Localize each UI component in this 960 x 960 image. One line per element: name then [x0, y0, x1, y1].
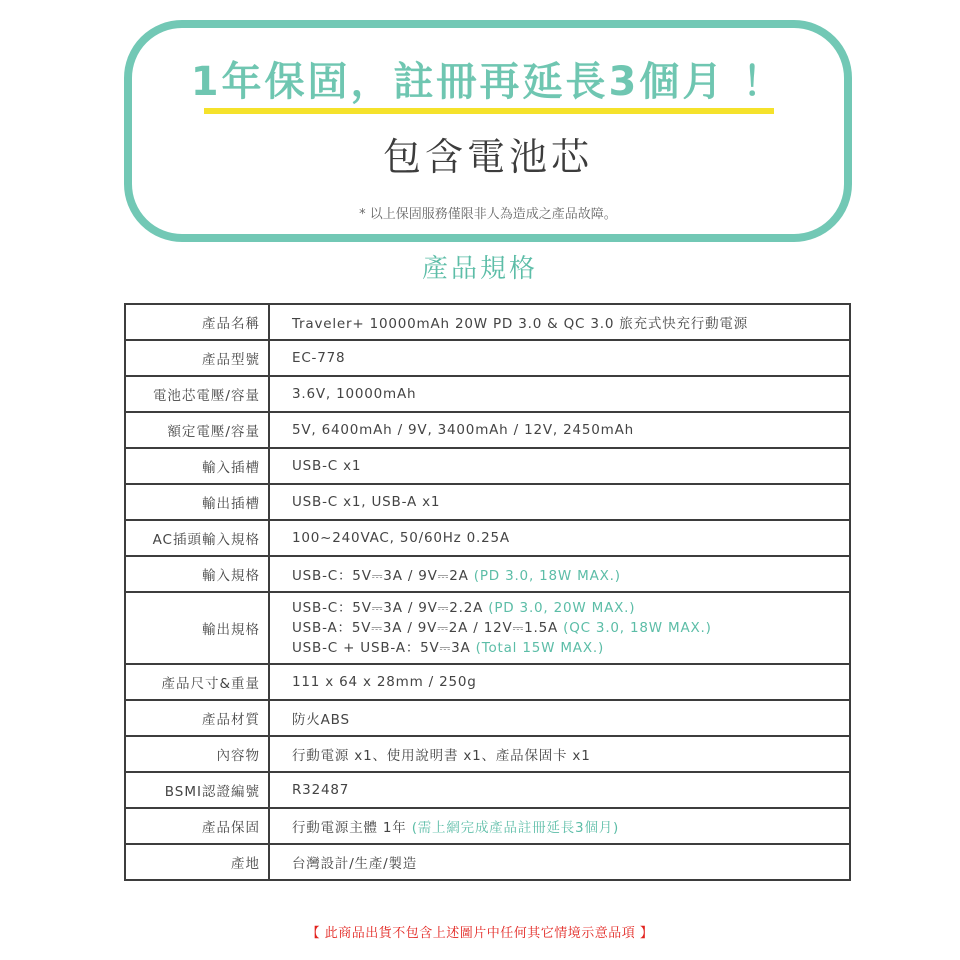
spec-row-bsmi	[125, 772, 850, 808]
spec-label: 產品保固	[125, 808, 269, 844]
spec-label: 產品材質	[125, 700, 269, 736]
output-line-3	[292, 638, 849, 658]
spec-label: 輸出規格	[125, 592, 269, 664]
spec-row-cell	[125, 376, 850, 412]
spec-label: 輸入規格	[125, 556, 269, 592]
spec-row-ac-input	[125, 520, 850, 556]
spec-value	[269, 556, 850, 592]
spec-label: 產品名稱	[125, 304, 269, 340]
spec-value-highlight: (QC 3.0, 18W MAX.)	[563, 620, 712, 636]
spec-row-size	[125, 664, 850, 700]
output-line-2	[292, 618, 849, 638]
headline-underline	[204, 108, 774, 114]
warranty-note: * 以上保固服務僅限非人為造成之產品故障。	[359, 207, 617, 222]
warranty-headline: 1年保固，註冊再延長3個月 ！	[190, 59, 786, 105]
spec-value: 5V, 6400mAh / 9V, 3400mAh / 12V, 2450mAh	[269, 412, 850, 448]
spec-value-text: USB-C：5V⎓3A / 9V⎓2.2A	[292, 600, 484, 616]
spec-row-material	[125, 700, 850, 736]
spec-table	[124, 303, 851, 881]
spec-value-text: USB-C + USB-A：5V⎓3A	[292, 640, 471, 656]
spec-row-contents	[125, 736, 850, 772]
spec-row-input-spec	[125, 556, 850, 592]
spec-value: 台灣設計/生產/製造	[269, 844, 850, 880]
spec-value: 行動電源 x1、使用說明書 x1、產品保固卡 x1	[269, 736, 850, 772]
spec-label: BSMI認證編號	[125, 772, 269, 808]
spec-label: 額定電壓/容量	[125, 412, 269, 448]
spec-label: 內容物	[125, 736, 269, 772]
spec-value: USB-C x1, USB-A x1	[269, 484, 850, 520]
spec-label: 產品型號	[125, 340, 269, 376]
spec-value-text: 行動電源主體 1年	[292, 820, 407, 836]
spec-row-warranty	[125, 808, 850, 844]
spec-value	[269, 808, 850, 844]
spec-value-highlight: (Total 15W MAX.)	[475, 640, 605, 656]
spec-row-output-port	[125, 484, 850, 520]
spec-label: 輸出插槽	[125, 484, 269, 520]
spec-row-rated	[125, 412, 850, 448]
spec-row-origin	[125, 844, 850, 880]
spec-value-highlight: (PD 3.0, 18W MAX.)	[473, 568, 621, 584]
warranty-banner	[124, 20, 852, 242]
spec-label: 電池芯電壓/容量	[125, 376, 269, 412]
spec-section-title: 產品規格	[421, 254, 538, 284]
spec-label: 產品尺寸&重量	[125, 664, 269, 700]
warranty-subheadline: 包含電池芯	[382, 135, 593, 179]
spec-row-model	[125, 340, 850, 376]
spec-row-name	[125, 304, 850, 340]
spec-row-output-spec	[125, 592, 850, 664]
spec-label: 輸入插槽	[125, 448, 269, 484]
spec-value: 3.6V, 10000mAh	[269, 376, 850, 412]
output-line-1	[292, 598, 849, 618]
footer-disclaimer: 【 此商品出貨不包含上述圖片中任何其它情境示意品項 】	[306, 926, 654, 941]
spec-label: 產地	[125, 844, 269, 880]
spec-value: 111 x 64 x 28mm / 250g	[269, 664, 850, 700]
spec-value-highlight: (PD 3.0, 20W MAX.)	[488, 600, 636, 616]
spec-value-text: USB-C：5V⎓3A / 9V⎓2A	[292, 568, 469, 584]
spec-value: 防火ABS	[269, 700, 850, 736]
spec-value: 100~240VAC, 50/60Hz 0.25A	[269, 520, 850, 556]
spec-value: USB-C x1	[269, 448, 850, 484]
spec-value: Traveler+ 10000mAh 20W PD 3.0 & QC 3.0 旅充式快充行動電源	[269, 304, 850, 340]
spec-label: AC插頭輸入規格	[125, 520, 269, 556]
spec-value: EC-778	[269, 340, 850, 376]
spec-value: R32487	[269, 772, 850, 808]
spec-value	[269, 592, 850, 664]
spec-value-text: USB-A：5V⎓3A / 9V⎓2A / 12V⎓1.5A	[292, 620, 559, 636]
spec-value-highlight: (需上網完成產品註冊延長3個月)	[411, 820, 620, 836]
spec-row-input-port	[125, 448, 850, 484]
